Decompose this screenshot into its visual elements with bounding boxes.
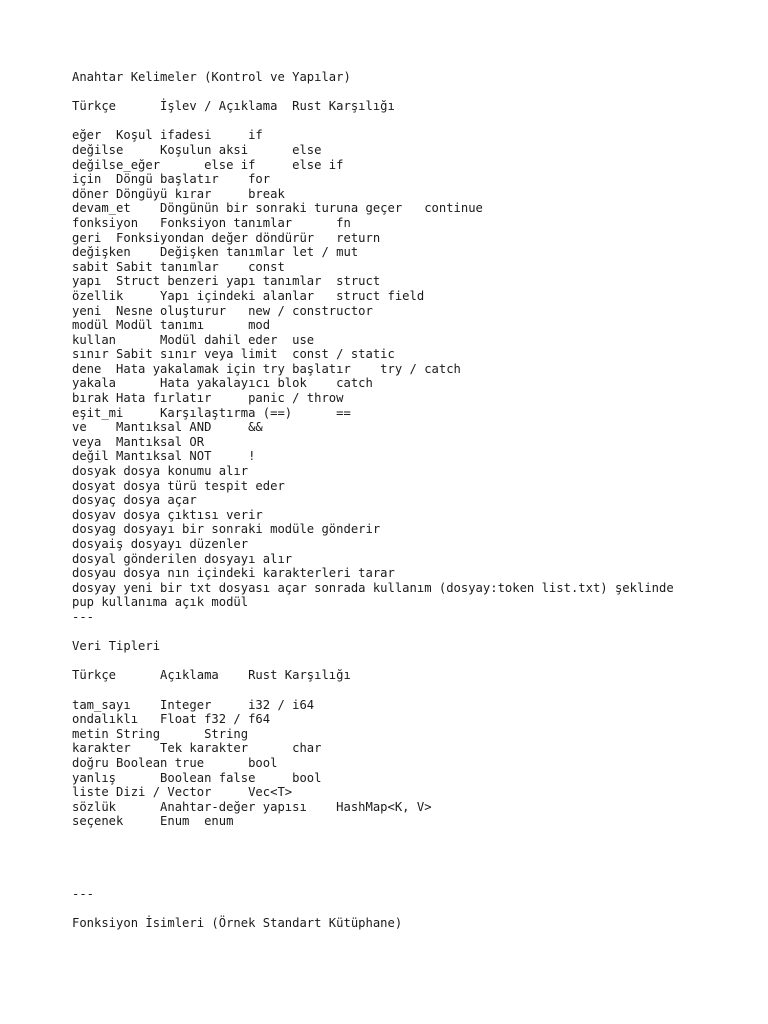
- section-heading: Fonksiyon İsimleri (Örnek Standart Kütüphane): [72, 916, 403, 931]
- table-row: dosyaç dosya açar: [72, 493, 197, 508]
- section-heading: Anahtar Kelimeler (Kontrol ve Yapılar): [72, 70, 351, 84]
- table-row: geri Fonksiyondan değer döndürür return: [72, 230, 381, 245]
- section-heading: Veri Tipleri: [72, 639, 161, 654]
- table-header: Türkçe İşlev / Açıklama Rust Karşılığı: [72, 99, 395, 114]
- table-row: bırak Hata fırlatır panic / throw: [72, 391, 344, 406]
- table-row: devam_et Döngünün bir sonraki turuna geçer continue: [72, 201, 483, 216]
- blank-line: [72, 858, 752, 873]
- table-row: dosyau dosya nın içindeki karakterleri tarar: [72, 566, 395, 581]
- blank-line: [72, 683, 752, 698]
- table-row: dosyat dosya türü tespit eder: [72, 478, 285, 493]
- table-row: yanlış Boolean false bool: [72, 770, 322, 785]
- blank-line: [72, 85, 752, 100]
- table-row: dene Hata yakalamak için try başlatır try / catch: [72, 361, 461, 376]
- table-row: dosyak dosya konumu alır: [72, 464, 249, 479]
- table-row: pup kullanıma açık modül: [72, 595, 249, 610]
- table-header: Türkçe Açıklama Rust Karşılığı: [72, 668, 351, 683]
- table-row: yeni Nesne oluşturur new / constructor: [72, 303, 373, 318]
- table-row: değil Mantıksal NOT !: [72, 449, 256, 464]
- table-row: fonksiyon Fonksiyon tanımlar fn: [72, 215, 351, 230]
- table-row: dosyav dosya çıktısı verir: [72, 507, 263, 522]
- blank-line: [72, 902, 752, 917]
- table-row: liste Dizi / Vector Vec<T>: [72, 785, 293, 800]
- table-row: sözlük Anahtar-değer yapısı HashMap<K, V>: [72, 799, 432, 814]
- table-row: için Döngü başlatır for: [72, 172, 271, 187]
- table-row: karakter Tek karakter char: [72, 741, 322, 756]
- blank-line: [72, 843, 752, 858]
- table-row: sınır Sabit sınır veya limit const / static: [72, 347, 395, 362]
- table-row: dosyag dosyayı bir sonraki modüle gönderir: [72, 522, 381, 537]
- table-row: yapı Struct benzeri yapı tanımlar struct: [72, 274, 381, 289]
- table-row: döner Döngüyü kırar break: [72, 186, 285, 201]
- table-row: dosyal gönderilen dosyayı alır: [72, 551, 293, 566]
- table-row: eğer Koşul ifadesi if: [72, 128, 263, 143]
- table-row: modül Modül tanımı mod: [72, 318, 271, 333]
- table-row: yakala Hata yakalayıcı blok catch: [72, 376, 373, 391]
- table-row: ve Mantıksal AND &&: [72, 420, 263, 435]
- table-row: değilse_eğer else if else if: [72, 157, 344, 172]
- table-row: özellik Yapı içindeki alanlar struct field: [72, 288, 425, 303]
- table-row: doğru Boolean true bool: [72, 755, 278, 770]
- document-page: [72, 70, 752, 931]
- table-row: veya Mantıksal OR: [72, 434, 205, 449]
- table-row: ondalıklı Float f32 / f64: [72, 712, 271, 727]
- blank-line: [72, 114, 752, 129]
- table-row: sabit Sabit tanımlar const: [72, 259, 285, 274]
- table-row: değişken Değişken tanımlar let / mut: [72, 245, 359, 260]
- blank-line: [72, 625, 752, 640]
- blank-line: [72, 873, 752, 888]
- table-row: metin String String: [72, 726, 249, 741]
- table-row: kullan Modül dahil eder use: [72, 332, 315, 347]
- table-row: tam_sayı Integer i32 / i64: [72, 697, 315, 712]
- table-row: eşit_mi Karşılaştırma (==) ==: [72, 405, 351, 420]
- blank-line: [72, 654, 752, 669]
- separator: ---: [72, 887, 95, 902]
- table-row: dosyay yeni bir txt dosyası açar sonrada kullanım (dosyay:token list.txt) şeklinde: [72, 580, 674, 595]
- separator: ---: [72, 609, 95, 624]
- blank-line: [72, 829, 752, 844]
- table-row: değilse Koşulun aksi else: [72, 142, 322, 157]
- table-row: seçenek Enum enum: [72, 814, 234, 829]
- table-row: dosyaiş dosyayı düzenler: [72, 537, 249, 551]
